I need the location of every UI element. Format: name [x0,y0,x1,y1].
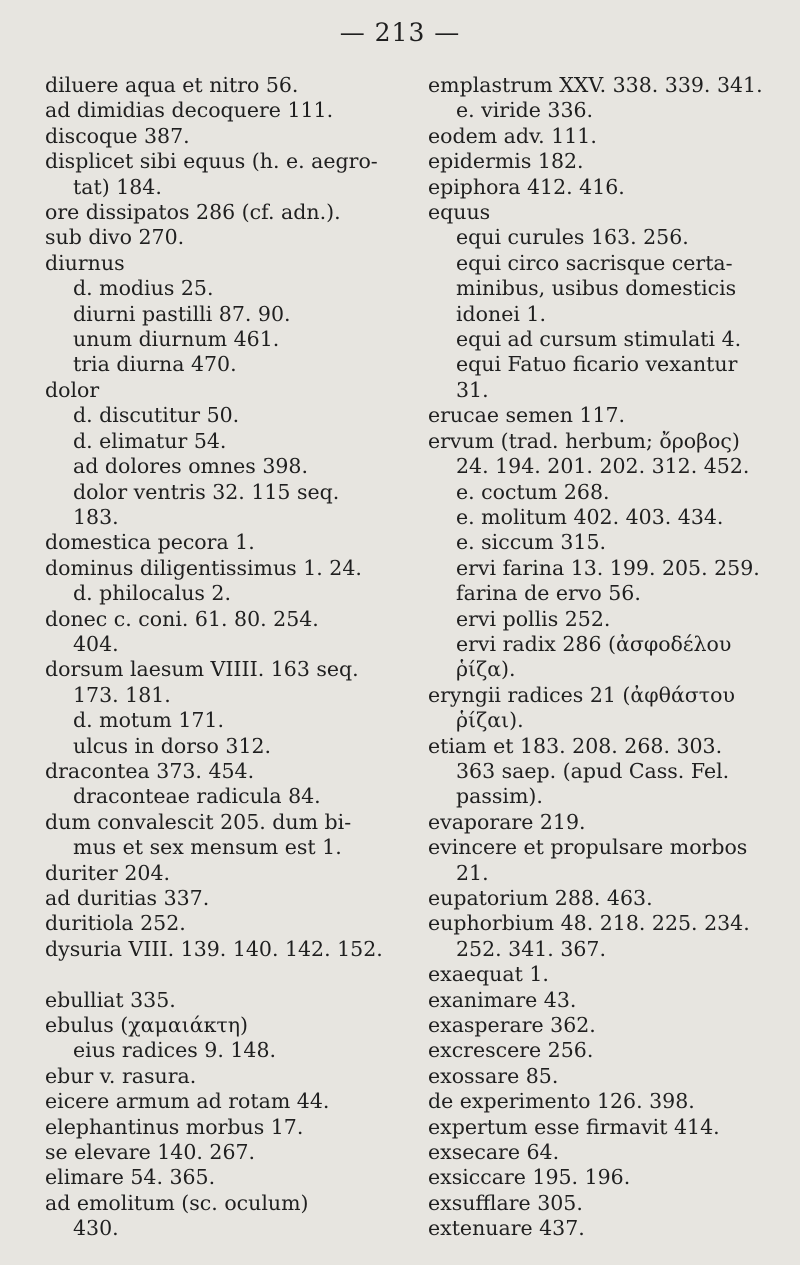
index-entry: dracontea 373. 454. [45,758,255,783]
index-entry: discoque 387. [45,123,190,148]
index-entry: duritiola 252. [45,911,186,936]
index-entry: d. motum 171. [73,708,224,733]
index-entry: epidermis 182. [428,149,584,174]
index-entry: 252. 341. 367. [456,936,606,961]
index-entry: 24. 194. 201. 202. 312. 452. [456,454,750,479]
index-entry: de experimento 126. 398. [428,1089,695,1114]
index-column-left [45,73,405,1242]
index-entry: equi Fatuo ficario vexantur [456,352,738,377]
index-entry: extenuare 437. [428,1216,585,1241]
index-entry: diluere aqua et nitro 56. [45,73,299,97]
index-entry: ad dimidias decoquere 111. [45,98,334,123]
section-gap [45,962,405,987]
index-entry: se elevare 140. 267. [45,1140,256,1165]
index-entry: d. discutitur 50. [73,403,240,428]
index-entry: excrescere 256. [428,1038,594,1063]
index-entry: draconteae radicula 84. [73,784,321,809]
index-entry: ervi pollis 252. [456,606,611,631]
index-entry: exanimare 43. [428,987,577,1012]
index-entry: ervi farina 13. 199. 205. 259. [456,555,760,580]
index-entry: ervum (trad. herbum; ὄροβος) [428,428,740,453]
index-entry: dolor [45,377,100,402]
index-entry: dum convalescit 205. dum bi- [45,809,352,834]
index-entry: diurni pastilli 87. 90. [73,301,291,326]
index-entry: eupatorium 288. 463. [428,886,653,910]
index-entry: elimare 54. 365. [45,1165,216,1190]
index-entry: expertum esse firmavit 414. [428,1114,720,1139]
index-entry: 173. 181. [73,682,171,707]
index-entry: ulcus in dorso 312. [73,733,272,758]
index-entry: ervi radix 286 (ἀσφοδέλου [456,631,732,656]
index-entry: donec c. coni. 61. 80. 254. [45,606,319,631]
index-entry: mus et sex mensum est 1. [73,835,342,860]
index-entry: 430. [73,1216,119,1241]
index-entry: equi curules 163. 256. [456,225,689,250]
index-entry: ad emolitum (sc. oculum) [45,1190,309,1215]
index-entry: ebur v. rasura. [45,1063,197,1088]
index-entry: tat) 184. [73,174,162,199]
index-entry: diurnus [45,250,125,275]
index-entry: eicere armum ad rotam 44. [45,1089,330,1114]
index-entry: equus [428,200,491,225]
index-entry: ebulus (χαμαιάκτη) [45,1013,248,1038]
index-entry: 31. [456,377,489,402]
index-entry: dorsum laesum VIIII. 163 seq. [45,657,359,682]
index-entry: eius radices 9. 148. [73,1038,276,1063]
index-entry: exaequat 1. [428,962,549,987]
index-entry: d. philocalus 2. [73,581,231,606]
index-entry: ebulliat 335. [45,987,176,1012]
index-entry: elephantinus morbus 17. [45,1114,304,1139]
index-entry: dysuria VIII. 139. 140. 142. 152. [45,936,383,961]
page-number: — 213 — [339,18,461,47]
index-entry: ore dissipatos 286 (cf. adn.). [45,200,341,225]
index-entry: ad duritias 337. [45,886,210,910]
index-entry: e. molitum 402. 403. 434. [456,504,724,529]
index-entry: equi ad cursum stimulati 4. [456,327,742,352]
index-entry: ad dolores omnes 398. [73,454,308,479]
index-entry: sub divo 270. [45,225,185,250]
index-entry: domestica pecora 1. [45,530,255,555]
index-entry: evaporare 219. [428,809,586,834]
index-entry: eodem adv. 111. [428,123,597,148]
index-entry: 183. [73,504,119,529]
index-entry: passim). [456,784,543,809]
index-entry: ῥίζα). [456,657,516,682]
index-entry: evincere et propulsare morbos [428,835,748,860]
index-entry: e. coctum 268. [456,479,610,504]
index-entry: farina de ervo 56. [456,581,641,606]
index-entry: exsecare 64. [428,1140,560,1165]
index-entry: etiam et 183. 208. 268. 303. [428,733,723,758]
index-entry: dominus diligentissimus 1. 24. [45,555,362,580]
index-entry: eryngii radices 21 (ἀφθάστου [428,682,735,707]
index-entry: erucae semen 117. [428,403,626,428]
index-entry: dolor ventris 32. 115 seq. [73,479,340,504]
index-entry: idonei 1. [456,301,546,326]
index-entry: exsufflare 305. [428,1190,583,1215]
index-entry: equi circo sacrisque certa- [456,250,733,275]
index-entry: d. elimatur 54. [73,428,227,453]
index-entry: duriter 204. [45,860,171,885]
index-entry: e. siccum 315. [456,530,607,555]
index-entry: unum diurnum 461. [73,327,280,352]
index-entry: euphorbium 48. 218. 225. 234. [428,911,750,936]
index-entry: epiphora 412. 416. [428,174,625,199]
index-column-right [428,73,788,1242]
index-entry: displicet sibi equus (h. e. aegro- [45,149,378,174]
index-entry: 404. [73,631,119,656]
index-entry: ῥίζαι). [456,708,524,733]
index-entry: minibus, usibus domesticis [456,276,737,301]
index-entry: exossare 85. [428,1063,559,1088]
index-entry: exsiccare 195. 196. [428,1165,631,1190]
index-entry: exasperare 362. [428,1013,596,1038]
index-entry: 363 saep. (apud Cass. Fel. [456,758,730,783]
index-entry: e. viride 336. [456,98,594,123]
index-entry: tria diurna 470. [73,352,237,377]
index-entry: emplastrum XXV. 338. 339. 341. [428,73,763,97]
index-entry: d. modius 25. [73,276,214,301]
index-entry: 21. [456,860,489,885]
